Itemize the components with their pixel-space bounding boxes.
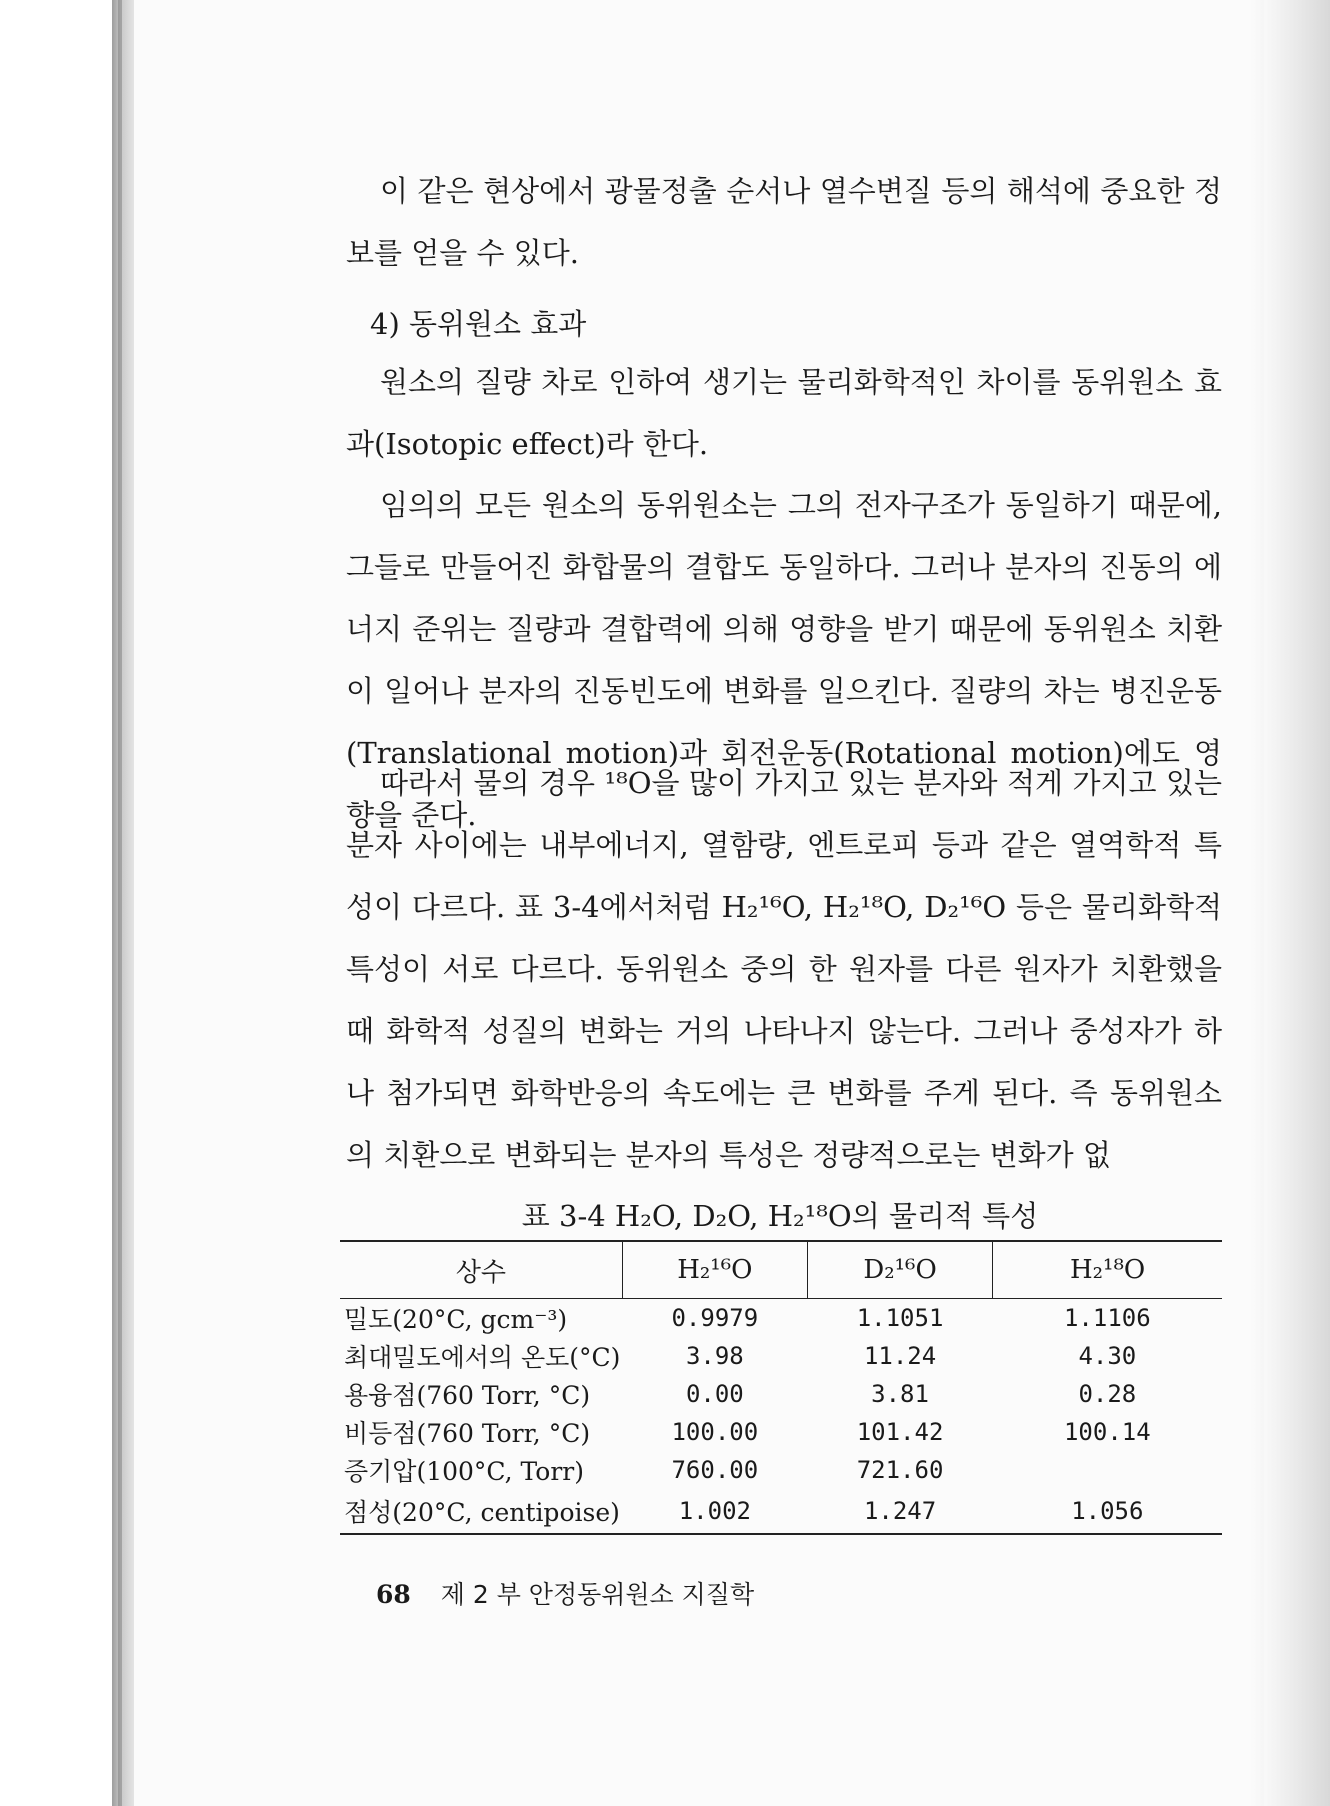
cell-value: 0.9979: [671, 1304, 759, 1332]
row-label: 밀도(20°C, gcm⁻³): [344, 1305, 568, 1334]
cell-value: 1.1051: [856, 1304, 944, 1332]
table-row: [340, 1299, 1222, 1338]
table-header-row: [340, 1241, 1222, 1299]
cell-value: 760.00: [671, 1456, 759, 1484]
table-row: [340, 1337, 1222, 1375]
header-d2-16o: D₂¹⁶O: [807, 1241, 992, 1299]
row-label: 점성(20°C, centipoise): [340, 1489, 622, 1534]
cell-value: 721.60: [856, 1456, 944, 1484]
physical-properties-table: [340, 1240, 1222, 1535]
paragraph-intro: 이 같은 현상에서 광물정출 순서나 열수변질 등의 해석에 중요한 정보를 얻을 수 있다.: [346, 174, 1222, 270]
row-label: 증기압(100°C, Torr): [344, 1457, 584, 1486]
cell-value: [993, 1451, 1222, 1489]
row-label: 용융점(760 Torr, °C): [344, 1381, 591, 1410]
page-number: 68: [376, 1580, 411, 1609]
page-right-shadow: [1250, 0, 1330, 1806]
table-row: [340, 1489, 1222, 1534]
paragraph-definition: 원소의 질량 차로 인하여 생기는 물리화학적인 차이를 동위원소 효과(Isotopic effect)라 한다.: [346, 365, 1222, 461]
page-footer: [376, 1575, 754, 1611]
page-stack-line: [118, 0, 122, 1806]
row-label: 최대밀도에서의 온도(°C): [344, 1343, 621, 1372]
cell-value: 4.30: [1078, 1342, 1137, 1370]
row-label: 비등점(760 Torr, °C): [344, 1419, 591, 1448]
table-row: [340, 1413, 1222, 1451]
header-h2-16o: H₂¹⁶O: [622, 1241, 807, 1299]
page-stack-edge: [112, 0, 134, 1806]
running-title: 제 2 부 안정동위원소 지질학: [440, 1580, 755, 1609]
cell-value: 1.002: [622, 1489, 807, 1534]
cell-value: 3.98: [685, 1342, 744, 1370]
table-caption: 표 3-4 H₂O, D₂O, H₂¹⁸O의 물리적 특성: [521, 1199, 1039, 1233]
cell-value: 101.42: [856, 1418, 944, 1446]
cell-value: 100.00: [671, 1418, 759, 1446]
cell-value: 1.056: [993, 1489, 1222, 1534]
table-row: [340, 1375, 1222, 1413]
paragraph-electronic-structure: 임의의 모든 원소의 동위원소는 그의 전자구조가 동일하기 때문에, 그들로 만들어진 화합물의 결합도 동일하다. 그러나 분자의 진동의 에너지 준위는 질량과 결합력에 의해 영향을 받기 때문에 동위원소 치환이 일어나 분자의 진동빈도에 변화를 일으킨다. 질량의 차는 병진운동(Translational motion)과 회전운동(Rotational motion)에도 영향을 준다.: [346, 488, 1222, 832]
table-row: [340, 1451, 1222, 1489]
header-constant: 상수: [340, 1241, 622, 1299]
cell-value: 1.247: [807, 1489, 992, 1534]
cell-value: 3.81: [871, 1380, 929, 1408]
cell-value: 0.00: [685, 1380, 744, 1408]
cell-value: 1.1106: [1063, 1304, 1151, 1332]
header-h2-18o: H₂¹⁸O: [993, 1241, 1222, 1299]
cell-value: 11.24: [863, 1342, 937, 1370]
section-heading: 4) 동위원소 효과: [370, 307, 587, 341]
cell-value: 0.28: [1078, 1380, 1137, 1408]
paragraph-water-isotopes: 따라서 물의 경우 ¹⁸O을 많이 가지고 있는 분자와 적게 가지고 있는 분자 사이에는 내부에너지, 열함량, 엔트로피 등과 같은 열역학적 특성이 다르다. 표 3-4에서처럼 H₂¹⁶O, H₂¹⁸O, D₂¹⁶O 등은 물리화학적 특성이 서로 다르다. 동위원소 중의 한 원자를 다른 원자가 치환했을 때 화학적 성질의 변화는 거의 나타나지 않는다. 그러나 중성자가 하나 첨가되면 화학반응의 속도에는 큰 변화를 주게 된다. 즉 동위원소의 치환으로 변화되는 분자의 특성은 정량적으로는 변화가 없: [346, 766, 1222, 1172]
cell-value: 100.14: [1063, 1418, 1151, 1446]
